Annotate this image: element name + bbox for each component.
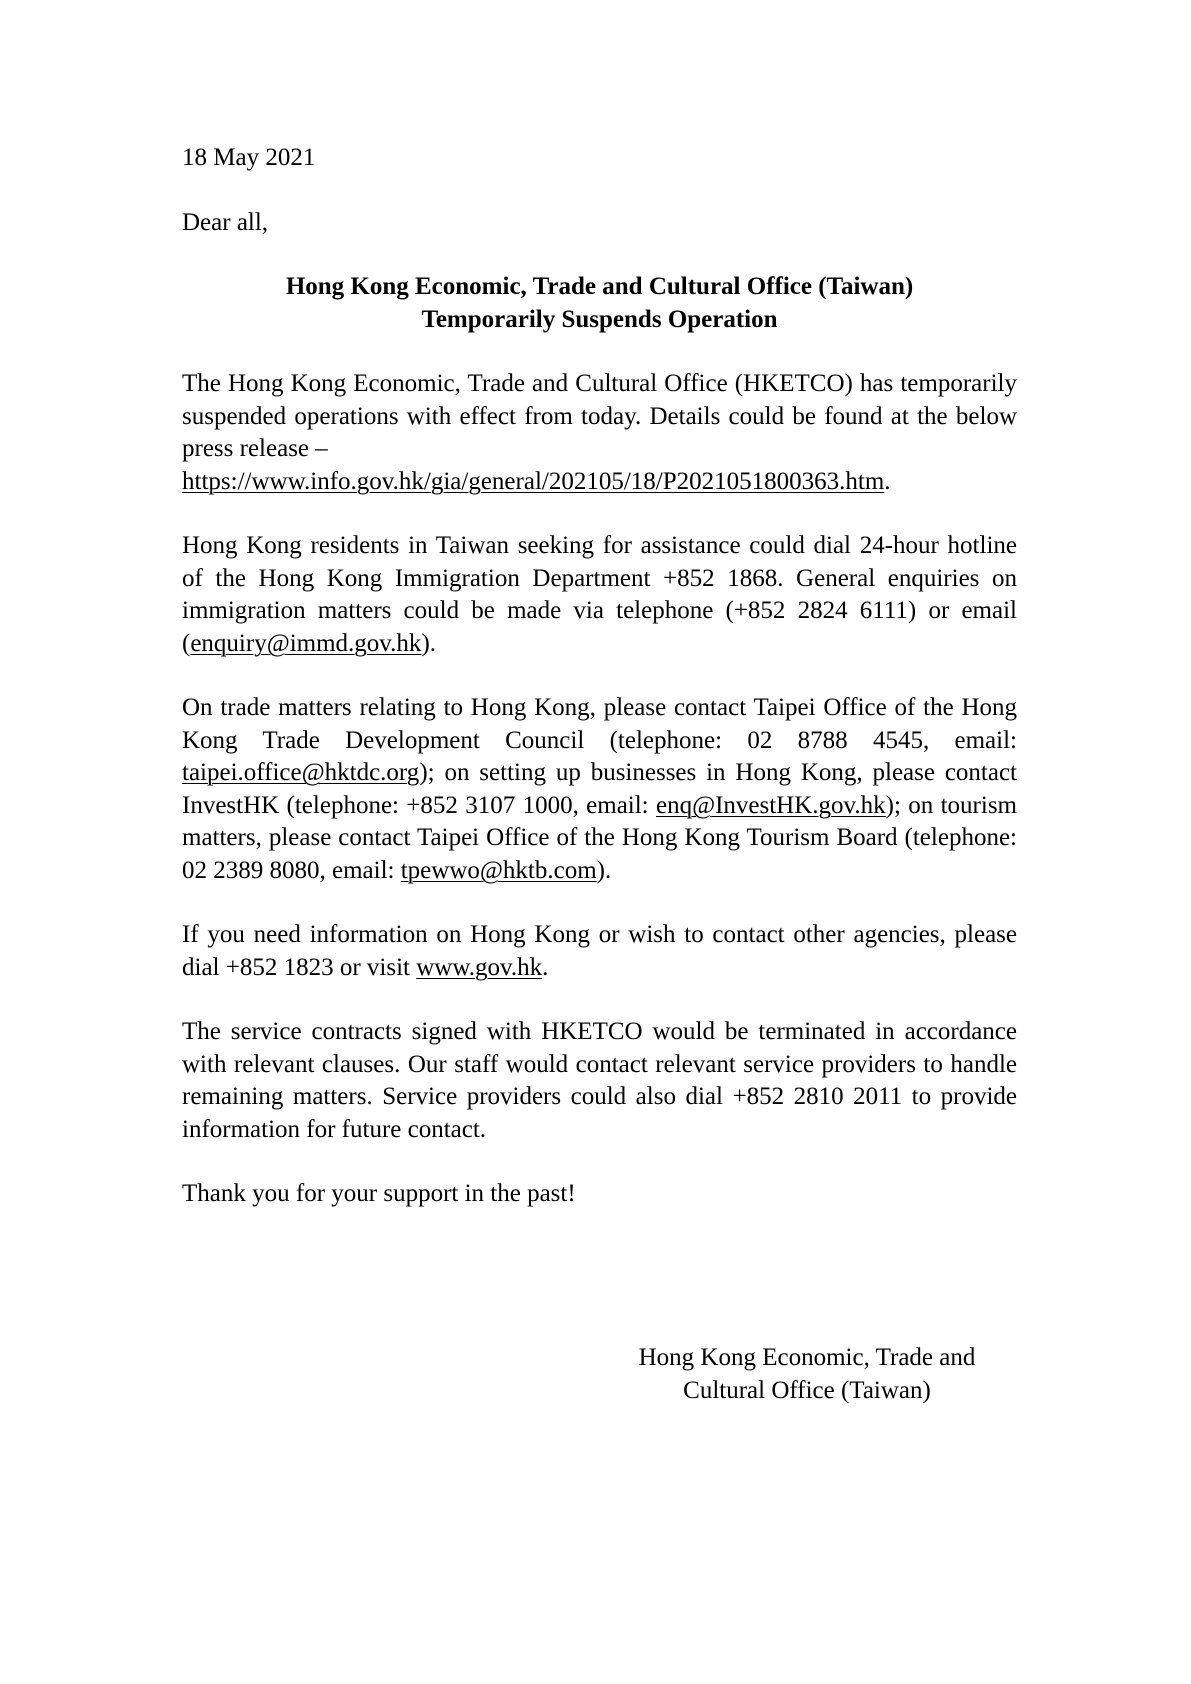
paragraph-text: The service contracts signed with HKETCO would be terminated in accordance with relevant clauses. Our staff would contact relevant service providers to handle remaining matters. Service providers could also dial +852 2810 2011 to provide information for future contact.	[182, 1018, 1017, 1143]
press-release-link[interactable]: https://www.info.gov.hk/gia/general/202105/18/P2021051800363.htm	[182, 467, 885, 495]
paragraph-text-part-2: ); on setting up businesses in Hong Kong, please contact InvestHK (telephone: +852 3107 1000, email:	[182, 759, 1017, 819]
immigration-email-link[interactable]: enquiry@immd.gov.hk	[190, 629, 422, 657]
paragraph-text: If you need information on Hong Kong or wish to contact other agencies, please dial +852 1823 or visit	[182, 921, 1017, 981]
paragraph-text-part-3: ); on tourism matters, please contact Taipei Office of the Hong Kong Tourism Board (telephone: 02 2389 8080, email:	[182, 791, 1017, 884]
hktdc-email-link[interactable]: taipei.office@hktdc.org	[182, 759, 420, 786]
paragraph-end: ).	[596, 856, 612, 884]
paragraph-text: The Hong Kong Economic, Trade and Cultural Office (HKETCO) has temporarily suspended operations with effect from today. Details could be found at the below press release –	[182, 370, 1017, 462]
paragraph-end: .	[884, 467, 891, 495]
paragraph-general-info	[182, 919, 1017, 984]
hktb-email-link[interactable]: tpewwo@hktb.com	[400, 856, 597, 884]
paragraph-service-contracts	[182, 1016, 1017, 1146]
investhk-email-link[interactable]: enq@InvestHK.gov.hk	[655, 791, 886, 819]
heading-line-2: Temporarily Suspends Operation	[421, 305, 778, 333]
letter-body	[182, 142, 1017, 1211]
paragraph-end: ).	[421, 629, 437, 657]
signature-line-2: Cultural Office (Taiwan)	[683, 1376, 931, 1404]
heading-line-1: Hong Kong Economic, Trade and Cultural Office (Taiwan)	[285, 273, 914, 300]
gov-hk-link[interactable]: www.gov.hk	[416, 953, 543, 981]
signature-line-1: Hong Kong Economic, Trade and	[638, 1344, 976, 1371]
closing-line: Thank you for your support in the past!	[182, 1180, 576, 1207]
signature-block	[610, 1342, 1004, 1407]
paragraph-suspension-notice	[182, 368, 1017, 498]
paragraph-text: Hong Kong residents in Taiwan seeking for assistance could dial 24-hour hotline of the Hong Kong Immigration Department +852 1868. General enquiries on immigration matters could be made via telephone (+852 2824 6111) or email (	[182, 532, 1017, 657]
paragraph-end: .	[542, 953, 549, 981]
letter-heading	[182, 271, 1017, 336]
paragraph-text-part-1: On trade matters relating to Hong Kong, please contact Taipei Office of the Hong Kong Trade Development Council (telephone: 02 8788 4545, email:	[182, 694, 1017, 754]
paragraph-immigration-assistance	[182, 530, 1017, 660]
letter-date: 18 May 2021	[182, 144, 316, 171]
paragraph-trade-contacts	[182, 692, 1017, 887]
greeting: Dear all,	[182, 208, 269, 236]
